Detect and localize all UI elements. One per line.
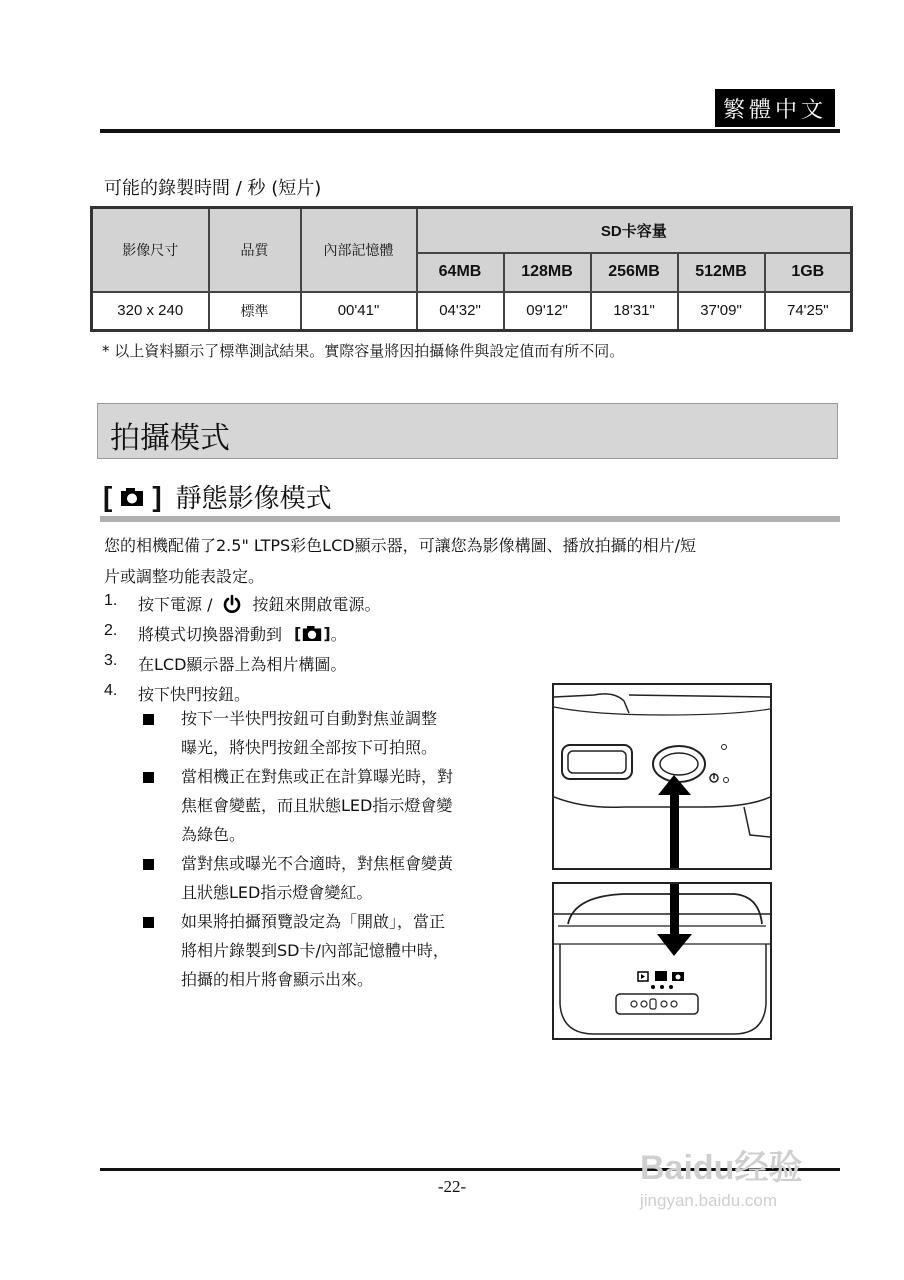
intro-paragraph (104, 530, 839, 592)
camera-icon (120, 487, 144, 507)
power-icon (222, 594, 242, 614)
camera-mode-switch-illustration (554, 884, 770, 1038)
step-text: 按下電源 / (138, 595, 213, 614)
bullet-line: 如果將拍攝預覽設定為「開啟」，當正 (181, 912, 446, 931)
bullet-line: 曝光，將快門按鈕全部按下可拍照。 (181, 738, 438, 757)
cell-1gb: 74'25" (765, 292, 852, 331)
bracket-close: ] (152, 480, 162, 512)
section-title: 拍攝模式 (110, 421, 230, 456)
page-number: -22- (437, 1177, 467, 1196)
bullet-line: 將相片錄製到SD卡/內部記憶體中時， (181, 941, 449, 960)
capacity-1gb: 1GB (765, 253, 852, 292)
language-tag: 繁體中文 (715, 89, 835, 127)
step-number: 3. (104, 652, 118, 669)
watermark (640, 1140, 802, 1211)
step-text: 在LCD顯示器上為相片構圖。 (138, 655, 347, 674)
table-footnote: * 以上資料顯示了標準測試結果。實際容量將因拍攝條件與設定值而有所不同。 (102, 342, 625, 360)
intro-line-2: 片或調整功能表設定。 (104, 567, 265, 586)
bullet-item (181, 704, 521, 762)
capacity-256mb: 256MB (591, 253, 678, 292)
col-quality: 品質 (209, 208, 301, 292)
step-1 (104, 592, 804, 616)
recording-time-table (90, 206, 853, 332)
camera-top-figure (552, 683, 772, 870)
bullet-icon (143, 714, 154, 725)
col-image-size: 影像尺寸 (92, 208, 209, 292)
bullet-line: 當對焦或曝光不合適時，對焦框會變黃 (181, 854, 454, 873)
camera-icon (302, 625, 322, 642)
bracket-close: ] (323, 624, 331, 643)
section-header (97, 403, 838, 459)
bullet-line: 按下一半快門按鈕可自動對焦並調整 (181, 709, 438, 728)
capacity-64mb: 64MB (417, 253, 504, 292)
step-number: 1. (104, 592, 118, 609)
cell-512mb: 37'09" (678, 292, 765, 331)
subsection-rule (100, 516, 840, 522)
bullet-item (181, 762, 521, 849)
subsection-title: 靜態影像模式 (175, 484, 332, 514)
step-number: 4. (104, 682, 118, 699)
cell-256mb: 18'31" (591, 292, 678, 331)
step-text: 按下快門按鈕。 (138, 685, 251, 704)
table-row (92, 292, 852, 331)
step-3 (104, 652, 804, 676)
step-2 (104, 622, 804, 646)
watermark-brand: Baidu经验 (640, 1149, 803, 1187)
bullet-line: 焦框會變藍，而且狀態LED指示燈會變 (181, 796, 453, 815)
step-text: 將模式切換器滑動到 (138, 625, 283, 644)
capacity-128mb: 128MB (504, 253, 591, 292)
bullet-item (181, 907, 521, 994)
bullet-line: 當相機正在對焦或正在計算曝光時，對 (181, 767, 454, 786)
bullet-icon (143, 859, 154, 870)
bullet-icon (143, 772, 154, 783)
col-internal-memory: 內部記憶體 (301, 208, 417, 292)
camera-shutter-illustration (554, 685, 770, 868)
header-rule (100, 129, 840, 133)
watermark-url: jingyan.baidu.com (640, 1191, 778, 1210)
cell-quality: 標準 (209, 292, 301, 331)
bullet-icon (143, 917, 154, 928)
col-sd-capacity: SD卡容量 (417, 208, 852, 253)
table-title: 可能的錄製時間 / 秒 (短片) (104, 178, 322, 199)
cell-128mb: 09'12" (504, 292, 591, 331)
bracket-open: [ (103, 480, 113, 512)
step-text-end: 按鈕來開啟電源。 (252, 595, 381, 614)
camera-mode-figure (552, 882, 772, 1040)
capacity-512mb: 512MB (678, 253, 765, 292)
subsection-heading (103, 478, 332, 515)
step-text-end: 。 (330, 625, 347, 644)
intro-line-1: 您的相機配備了2.5" LTPS彩色LCD顯示器，可讓您為影像構圖、播放拍攝的相片/短 (104, 536, 696, 555)
bullet-line: 為綠色。 (181, 825, 246, 844)
cell-internal: 00'41" (301, 292, 417, 331)
step-number: 2. (104, 622, 118, 639)
bracket-open: [ (294, 624, 302, 643)
cell-size: 320 x 240 (92, 292, 209, 331)
bullet-line: 拍攝的相片將會顯示出來。 (181, 970, 374, 989)
bullet-line: 且狀態LED指示燈會變紅。 (181, 883, 373, 902)
bullet-item (181, 849, 521, 907)
cell-64mb: 04'32" (417, 292, 504, 331)
